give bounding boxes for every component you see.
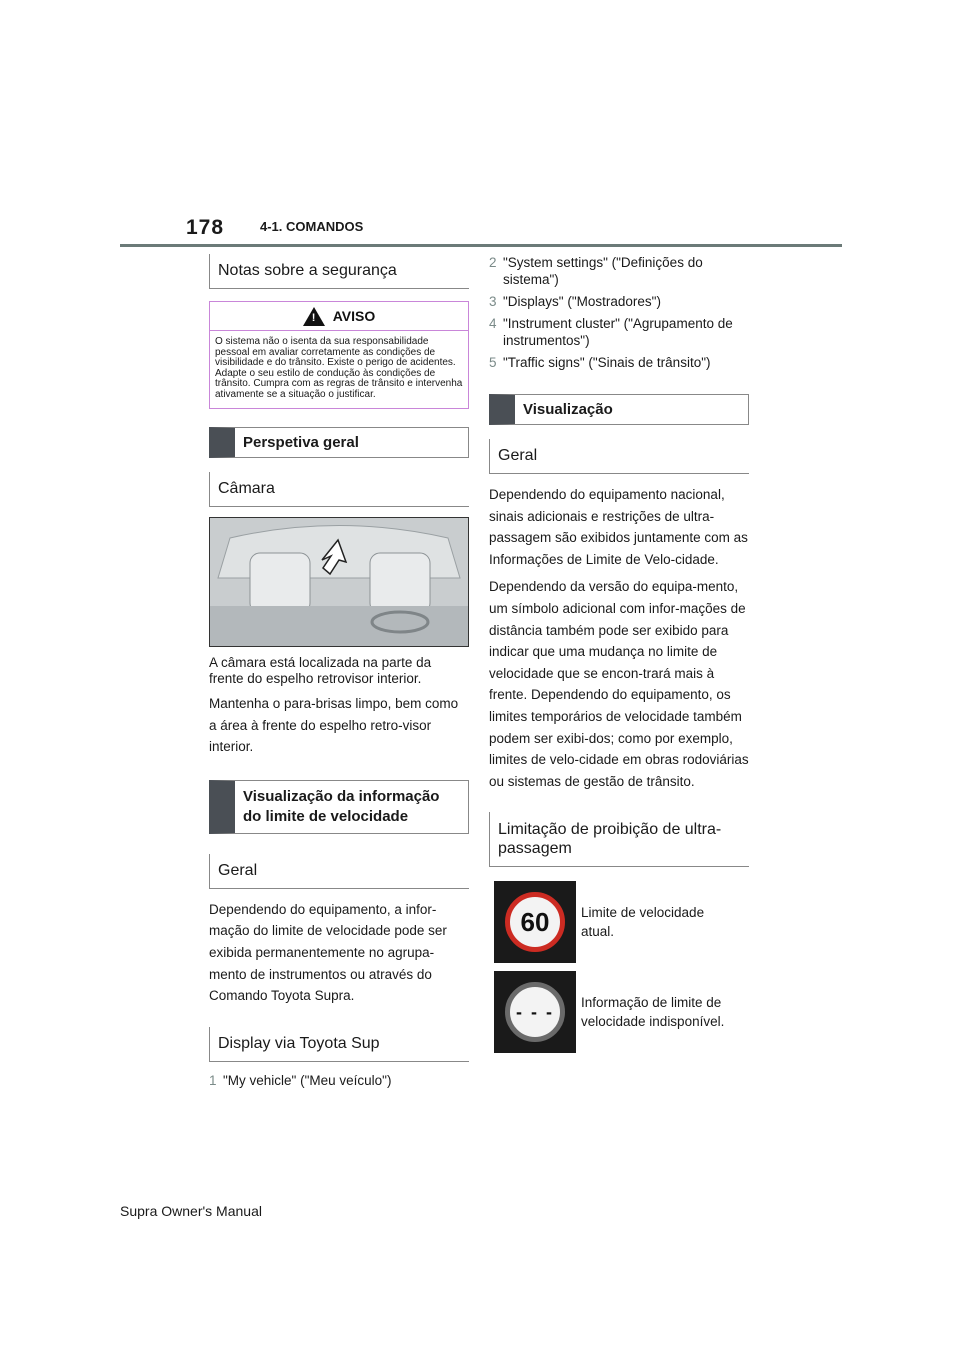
speed-limit-heading: Visualização da informação do limite de velocidade [209,780,469,834]
step-number: 1 [209,1072,217,1088]
view-heading: Visualização [489,394,749,425]
page-number: 178 [186,216,225,239]
step-number: 2 [489,255,497,270]
speed-limit-sign-icon [494,881,576,963]
step-text: "System settings" ("Definições do sistema") [503,255,703,287]
step-item [209,1072,469,1089]
sign-symbol: - - - [505,982,565,1042]
warning-triangle-icon: ! [303,307,325,326]
camera-heading: Câmara [209,472,469,507]
header-divider [120,244,842,247]
left-column [209,254,469,1094]
camera-text: Mantenha o para-brisas limpo, bem como a área à frente do espelho retro-visor interior. [209,696,459,755]
general-text-left: Dependendo do equipamento, a infor-mação do limite de velocidade pode ser exibida permanentemente no agrupa-mento de instrumentos ou através do Comando Toyota Supra. [209,901,447,1004]
step-text: "My vehicle" ("Meu veículo") [223,1072,392,1088]
right-column [489,254,749,1053]
general-heading-right: Geral [489,439,749,474]
car-interior-illustration [210,518,468,646]
step-number: 5 [489,355,497,370]
step-text: "Displays" ("Mostradores") [503,294,661,309]
sign-description: Informação de limite de velocidade indisponível. [581,995,725,1030]
step-text: "Traffic signs" ("Sinais de trânsito") [503,355,711,370]
camera-location-image [209,517,469,647]
step-item [489,293,749,310]
step-item [489,354,749,371]
camera-caption: A câmara está localizada na parte da frente do espelho retrovisor interior. [209,655,432,686]
warning-title: AVISO [332,308,376,324]
overtaking-limit-heading: Limitação de proibição de ultra-passagem [489,812,749,867]
general-heading-left: Geral [209,854,469,889]
step-number: 4 [489,316,497,331]
sign-description: Limite de velocidade atual. [581,905,705,940]
sign-row [494,971,749,1053]
step-number: 3 [489,294,497,309]
overview-heading: Perspetiva geral [209,427,469,458]
sign-symbol: 60 [505,892,565,952]
display-heading: Display via Toyota Sup [209,1027,469,1062]
step-item [489,315,749,349]
warning-header [210,302,468,331]
notes-heading: Notas sobre a segurança [209,254,469,289]
sign-row [494,881,749,963]
footer-text: Supra Owner's Manual [120,1203,262,1219]
step-item [489,254,749,288]
step-text: "Instrument cluster" ("Agrupamento de instrumentos") [503,316,733,348]
general-text-right-1: Dependendo do equipamento nacional, sinais adicionais e restrições de ultra-passagem são exibidos juntamente com as Informações de Limite de Velo-cidade. [489,487,748,567]
general-text-right-2: Dependendo da versão do equipa-mento, um símbolo adicional com infor-mações de distância também pode ser exibido para indicar que uma mudança no limite de velocidade que se encon-trará mais à frente. Dependendo do equipamento, os limites temporários de velocidade também podem ser exibi-dos; como por exemplo, limites de velo-cidade em obras rodoviárias ou sistemas de gestão de trânsito. [489,579,749,789]
unavailable-limit-sign-icon [494,971,576,1053]
chapter-title: 4-1. COMANDOS [260,219,364,234]
warning-box [209,301,469,409]
warning-text: O sistema não o isenta da sua responsabilidade pessoal em avaliar corretamente as condições de visibilidade e do trânsito. Existe o perigo de acidentes. Adapte o seu estilo de condução às condições de trânsito. Cumpra com as regras de trânsito e intervenha ativamente se a situação o justificar. [215,336,463,400]
